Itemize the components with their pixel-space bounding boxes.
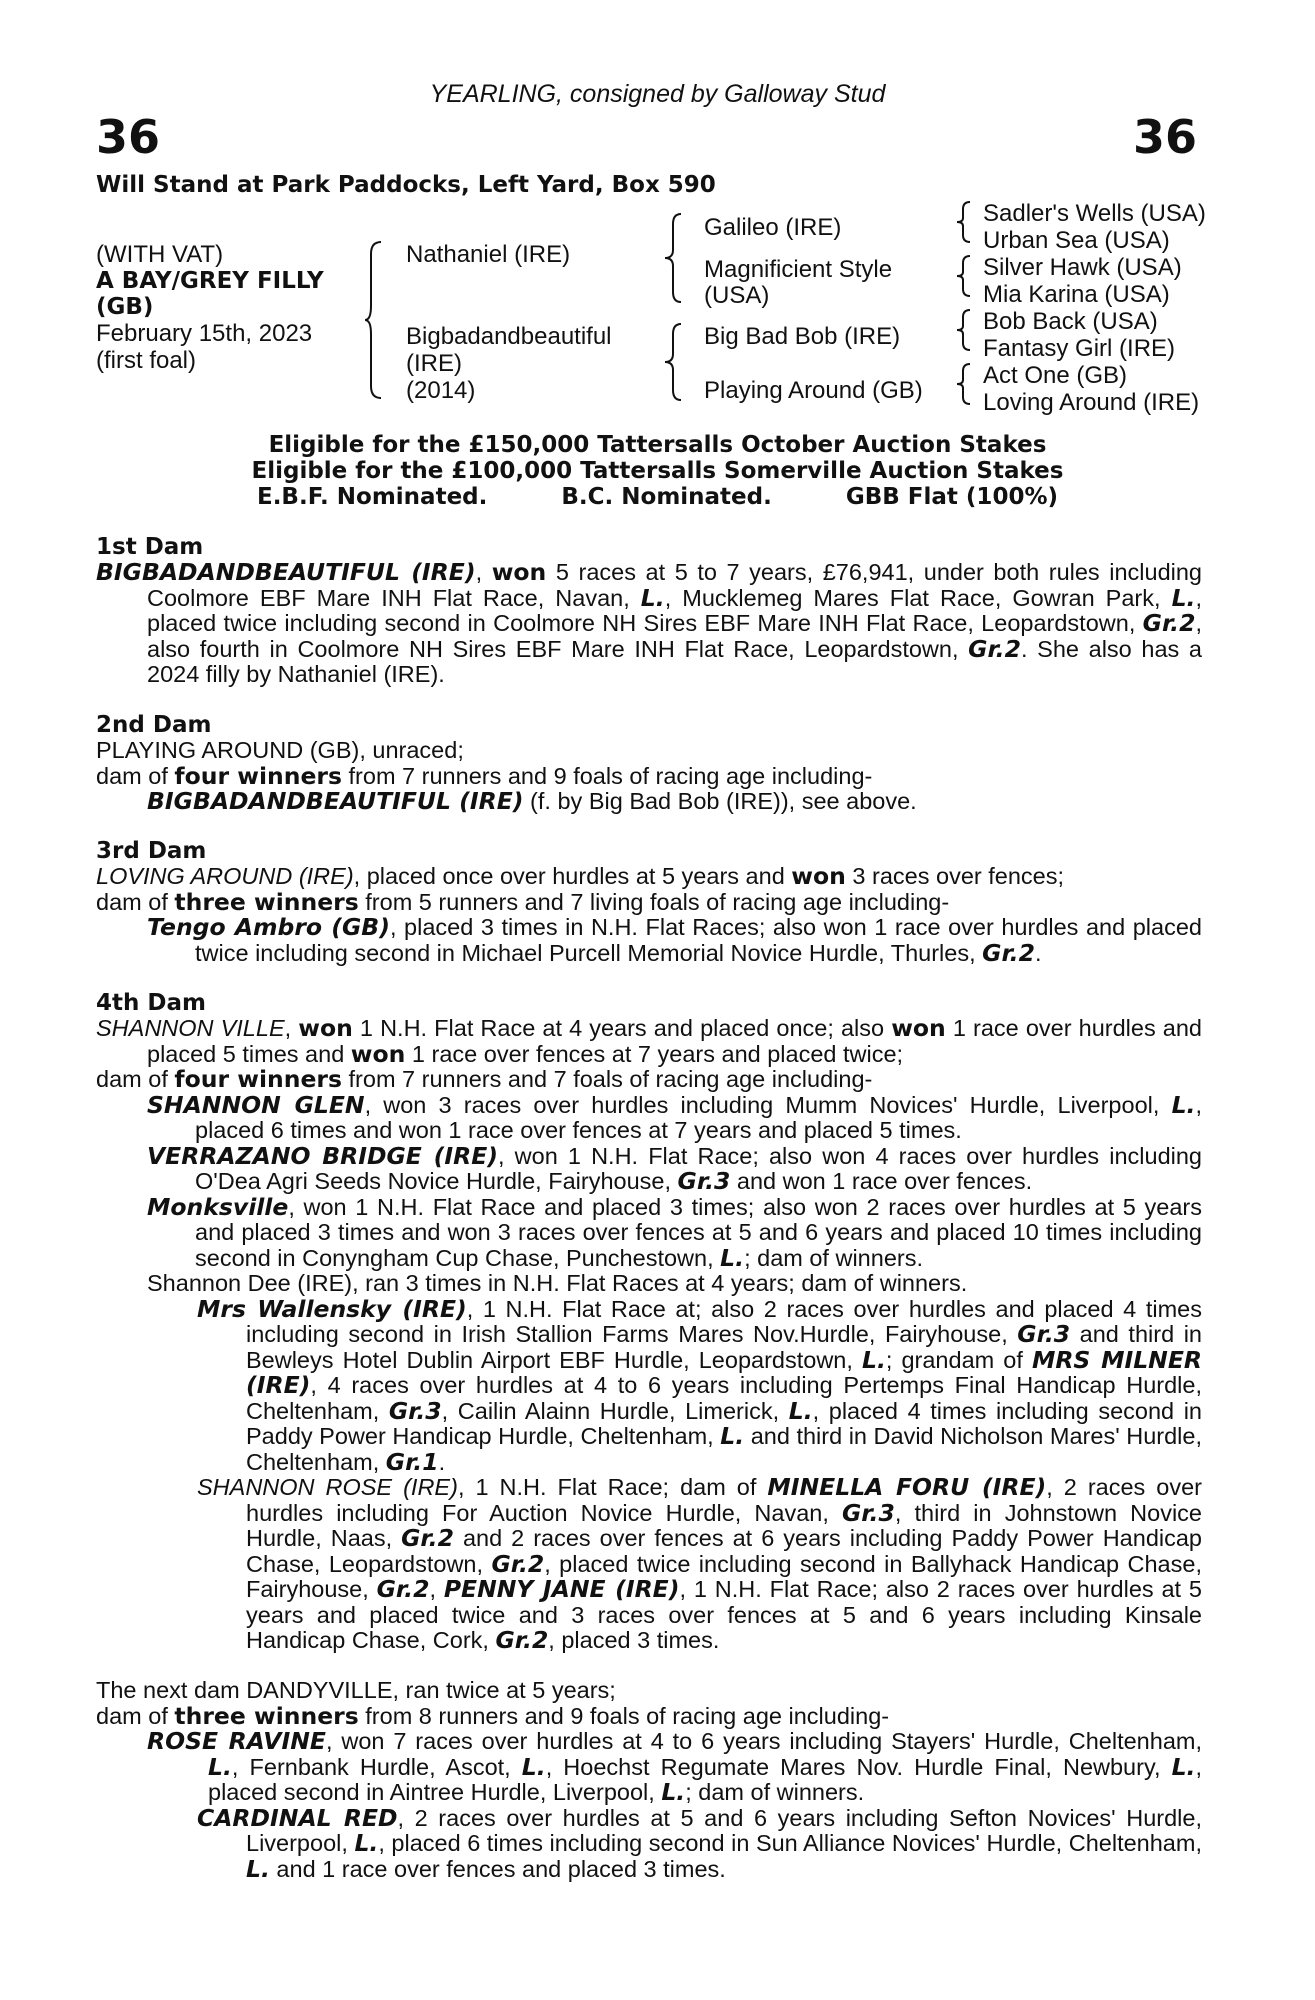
pedigree-brace-dam <box>665 322 685 402</box>
third-dam-heading: 3rd Dam <box>96 838 207 864</box>
lot-number-right: 36 <box>1132 110 1197 164</box>
next-dam-text: The next dam DANDYVILLE, ran twice at 5 years; dam of three winners from 8 runners and 9 foals of racing age including- ROSE RAVINE, won 7 races over hurdles at 4 to 6 years including Stayers' Hurdle, Cheltenham, L., Fernbank Hurdle, Ascot, L., Hoechst Regumate Mares Nov. Hurdle Final, Newbury, L., placed second in Aintree Hurdle, Liverpool, L.; dam of winners. CARDINAL RED, 2 races over hurdles at 5 and 6 years including Sefton Novices' Hurdle, Liverpool, L., placed 6 times including second in Sun Alliance Novices' Hurdle, Cheltenham, L. and 1 race over fences and placed 3 times. <box>96 1677 1202 1883</box>
pedigree-brace-main <box>365 240 385 400</box>
pedigree-g3-2: Urban Sea (USA) <box>983 227 1170 254</box>
progeny-name: VERRAZANO BRIDGE (IRE) <box>147 1141 499 1170</box>
gbb-flat: GBB Flat (100%) <box>845 484 1059 510</box>
second-dam-heading: 2nd Dam <box>96 712 212 738</box>
pedigree-dam-sire: Big Bad Bob (IRE) <box>704 323 901 350</box>
pedigree-brace-sire <box>665 212 685 304</box>
pedigree-dam-line1: Bigbadandbeautiful <box>406 323 612 350</box>
stand-location: Will Stand at Park Paddocks, Left Yard, Box 590 <box>96 172 716 198</box>
progeny-name: CARDINAL RED <box>197 1803 398 1832</box>
pedigree-sire-dam: Magnificient Style <box>704 256 893 283</box>
ebf-nomination: E.B.F. Nominated. <box>256 484 488 510</box>
progeny-name: BIGBADANDBEAUTIFUL (IRE) <box>147 787 524 815</box>
pedigree-g3-7: Act One (GB) <box>983 362 1128 389</box>
pedigree-brace-g3-3 <box>956 308 972 352</box>
pedigree-g3-1: Sadler's Wells (USA) <box>983 200 1206 227</box>
foaling-date: February 15th, 2023 <box>96 320 313 347</box>
fourth-dam-text: SHANNON VILLE, won 1 N.H. Flat Race at 4 years and placed once; also won 1 race over hurdles and placed 5 times and won 1 race over fences at 7 years and placed twice; dam of four winners from 7 runners and 7 foals of racing age including- SHANNON GLEN, won 3 races over hurdles including Mumm Novices' Hurdle, Liverpool, L., placed 6 times and won 1 race over fences at 7 years and placed 5 times. VERRAZANO BRIDGE (IRE), won 1 N.H. Flat Race; also won 4 races over hurdles including O'Dea Agri Seeds Novice Hurdle, Fairyhouse, Gr.3 and won 1 race over fences. Monksville, won 1 N.H. Flat Race and placed 3 times; also won 2 races over hurdles at 5 years and placed 3 times and won 3 races over fences at 5 and 6 years and placed 10 times including second in Conyngham Cup Chase, Punchestown, L.; dam of winners. Shannon Dee (IRE), ran 3 times in N.H. Flat Races at 4 years; dam of winners. Mrs Wallensky (IRE), 1 N.H. Flat Race at; also 2 races over hurdles and placed 4 times including second in Irish Stallion Farms Mares Nov.Hurdle, Fairyhouse, Gr.3 and third in Bewleys Hotel Dublin Airport EBF Hurdle, Leopardstown, L.; grandam of MRS MILNER (IRE), 4 races over hurdles at 4 to 6 years including Pertemps Final Handicap Hurdle, Cheltenham, Gr.3, Cailin Alainn Hurdle, Limerick, L., placed 4 times including second in Paddy Power Handicap Hurdle, Cheltenham, L. and third in David Nicholson Mares' Hurdle, Cheltenham, Gr.1. SHANNON ROSE (IRE), 1 N.H. Flat Race; dam of MINELLA FORU (IRE), 2 races over hurdles including For Auction Novice Hurdle, Navan, Gr.3, third in Johnstown Novice Hurdle, Naas, Gr.2 and 2 races over fences at 6 years including Paddy Power Handicap Chase, Leopardstown, Gr.2, placed twice including second in Ballyhack Handicap Chase, Fairyhouse, Gr.2, PENNY JANE (IRE), 1 N.H. Flat Race; also 2 races over hurdles at 5 years and placed twice and 3 races over fences at 5 and 6 years including Kinsale Handicap Chase, Cork, Gr.2, placed 3 times. <box>96 1014 1203 1654</box>
first-dam-heading: 1st Dam <box>96 534 204 560</box>
progeny-name: Monksville <box>147 1192 289 1221</box>
pedigree-dam-line3: (2014) <box>406 377 476 404</box>
horse-origin: (GB) <box>96 294 154 320</box>
foal-note: (first foal) <box>96 347 197 374</box>
fourth-dam-heading: 4th Dam <box>96 990 206 1016</box>
vat-note: (WITH VAT) <box>96 241 224 268</box>
progeny-name: SHANNON ROSE (IRE) <box>197 1474 458 1500</box>
pedigree-dam-dam: Playing Around (GB) <box>704 377 923 404</box>
bc-nomination: B.C. Nominated. <box>561 484 772 510</box>
pedigree-sire: Nathaniel (IRE) <box>406 241 571 268</box>
pedigree-brace-g3-4 <box>956 362 972 406</box>
lot-number-left: 36 <box>96 110 161 164</box>
pedigree-g3-6: Fantasy Girl (IRE) <box>983 335 1176 362</box>
pedigree-sire-dam-origin: (USA) <box>704 282 770 309</box>
second-dam-text: PLAYING AROUND (GB), unraced; dam of four winners from 7 runners and 9 foals of racing age including- BIGBADANDBEAUTIFUL (IRE) (f. by Big Bad Bob (IRE)), see above. <box>96 737 917 815</box>
nominations-line <box>0 484 1315 510</box>
horse-name: A BAY/GREY FILLY <box>96 268 324 294</box>
first-dam-text: BIGBADANDBEAUTIFUL (IRE), won 5 races at 5 to 7 years, £76,941, under both rules including Coolmore EBF Mare INH Flat Race, Navan, L., Mucklemeg Mares Flat Race, Gowran Park, L., placed twice including second in Coolmore NH Sires EBF Mare INH Flat Race, Leopardstown, Gr.2, also fourth in Coolmore NH Sires EBF Mare INH Flat Race, Leopardstown, Gr.2. She also has a 2024 filly by Nathaniel (IRE). <box>96 558 1203 687</box>
progeny-name: SHANNON GLEN <box>147 1090 365 1119</box>
progeny-name: ROSE RAVINE <box>147 1727 326 1755</box>
pedigree-brace-g3-1 <box>956 200 972 244</box>
pedigree-g3-5: Bob Back (USA) <box>983 308 1158 335</box>
pedigree-g3-4: Mia Karina (USA) <box>983 281 1170 308</box>
eligibility-line-2: Eligible for the £100,000 Tattersalls Somerville Auction Stakes <box>251 458 1064 484</box>
pedigree-dam-line2: (IRE) <box>406 350 462 377</box>
third-dam-text: LOVING AROUND (IRE), placed once over hurdles at 5 years and won 3 races over fences; dam of three winners from 5 runners and 7 living foals of racing age including- Tengo Ambro (GB), placed 3 times in N.H. Flat Races; also won 1 race over hurdles and placed twice including second in Michael Purcell Memorial Novice Hurdle, Thurles, Gr.2. <box>96 862 1202 967</box>
pedigree-brace-g3-2 <box>956 254 972 298</box>
eligibility-line-1: Eligible for the £150,000 Tattersalls October Auction Stakes <box>268 432 1047 458</box>
progeny-name: Tengo Ambro (GB) <box>147 913 390 941</box>
consignment-line: YEARLING, consigned by Galloway Stud <box>429 80 886 108</box>
pedigree-g3-8: Loving Around (IRE) <box>983 389 1200 416</box>
pedigree-sire-sire: Galileo (IRE) <box>704 214 842 241</box>
progeny-name: Mrs Wallensky (IRE) <box>197 1294 467 1323</box>
pedigree-g3-3: Silver Hawk (USA) <box>983 254 1182 281</box>
